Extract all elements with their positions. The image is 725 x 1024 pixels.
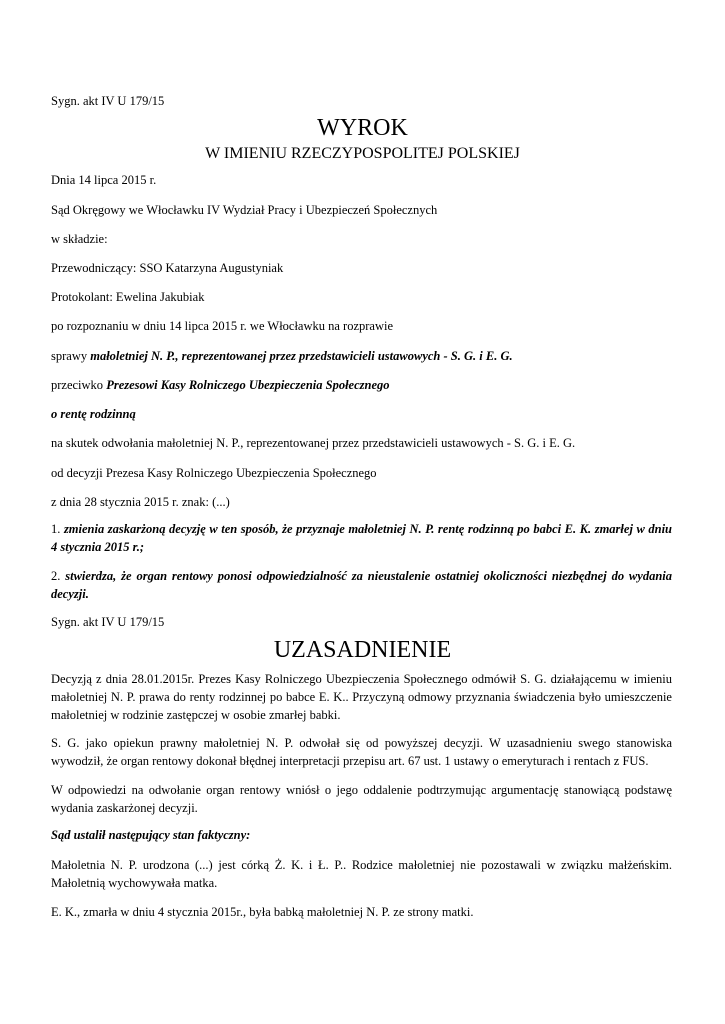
decision-date: z dnia 28 stycznia 2015 r. znak: (...) — [51, 495, 230, 509]
defendant-name: Prezesowi Kasy Rolniczego Ubezpieczenia Społecznego — [106, 378, 390, 392]
composition-label: w składzie: — [51, 232, 108, 246]
court-name: Sąd Okręgowy we Włocławku IV Wydział Pracy i Ubezpieczeń Społecznych — [51, 203, 438, 217]
judgment-subtitle: W IMIENIU RZECZYPOSPOLITEJ POLSKIEJ — [205, 145, 520, 162]
against-prefix: przeciwko — [51, 378, 104, 392]
decision-source: od decyzji Prezesa Kasy Rolniczego Ubezpieczenia Społecznego — [51, 466, 377, 480]
facts-paragraph-1: Małoletnia N. P. urodzona (...) jest córką Ż. K. i Ł. P.. Rodzice małoletniej nie pozostawali w związku małżeńskim. Małoletnią wychowywała matka. — [51, 858, 672, 890]
justification-paragraph-3: W odpowiedzi na odwołanie organ rentowy wniósł o jego oddalenie podtrzymując argumentację stanowiącą podstawę wydania zaskarżonej decyzji. — [51, 783, 672, 815]
judgment-title: WYROK — [317, 115, 408, 141]
case-signature-bottom: Sygn. akt IV U 179/15 — [51, 615, 165, 629]
ruling-1-text: zmienia zaskarżoną decyzję w ten sposób, że przyznaje małoletniej N. P. rentę rodzinną po babci E. K. zmarłej w dniu 4 stycznia 2015 r.; — [51, 522, 672, 554]
hearing-info: po rozpoznaniu w dniu 14 lipca 2015 r. we Włocławku na rozprawie — [51, 319, 394, 333]
case-parties-text: małoletniej N. P., reprezentowanej przez przedstawicieli ustawowych - S. G. i E. G. — [90, 349, 513, 363]
presiding-judge: Przewodniczący: SSO Katarzyna Augustyniak — [51, 261, 284, 275]
justification-paragraph-1: Decyzją z dnia 28.01.2015r. Prezes Kasy Rolniczego Ubezpieczenia Społecznego odmówił S. G. działającemu w imieniu małoletniej N. P. prawa do renty rodzinnej po babce E. K.. Przyczyną odmowy przyznania świadczenia było umieszczenie małoletniej w rodzinie zastępczej w osobie zmarłej babki. — [51, 672, 672, 722]
facts-paragraph-2: E. K., zmarła w dniu 4 stycznia 2015r., była babką małoletniej N. P. ze strony matki. — [51, 905, 474, 919]
ruling-1-number: 1. — [51, 522, 61, 536]
justification-title: UZASADNIENIE — [273, 637, 452, 663]
ruling-2-text: stwierdza, że organ rentowy ponosi odpowiedzialność za nieustalenie ostatniej okoliczności niezbędnej do wydania decyzji. — [51, 569, 672, 601]
ruling-point-2 — [51, 567, 672, 603]
ruling-2-number: 2. — [51, 569, 61, 583]
ruling-point-1 — [51, 520, 672, 556]
case-signature: Sygn. akt IV U 179/15 — [51, 94, 165, 108]
court-clerk: Protokolant: Ewelina Jakubiak — [51, 290, 205, 304]
case-prefix: sprawy — [51, 349, 88, 363]
facts-heading: Sąd ustalił następujący stan faktyczny: — [51, 828, 251, 842]
judgment-date: Dnia 14 lipca 2015 r. — [51, 173, 157, 187]
appeal-info: na skutek odwołania małoletniej N. P., reprezentowanej przez przedstawicieli ustawowych - S. G. i E. G. — [51, 436, 576, 450]
case-parties — [51, 347, 513, 365]
against-line — [51, 376, 390, 394]
case-subject: o rentę rodzinną — [51, 407, 136, 421]
justification-paragraph-2: S. G. jako opiekun prawny małoletniej N. P. odwołał się od powyższej decyzji. W uzasadnieniu swego stanowiska wywodził, że organ rentowy dokonał błędnej interpretacji przepisu art. 67 ust. 1 ustawy o emeryturach i rentach z FUS. — [51, 736, 672, 768]
